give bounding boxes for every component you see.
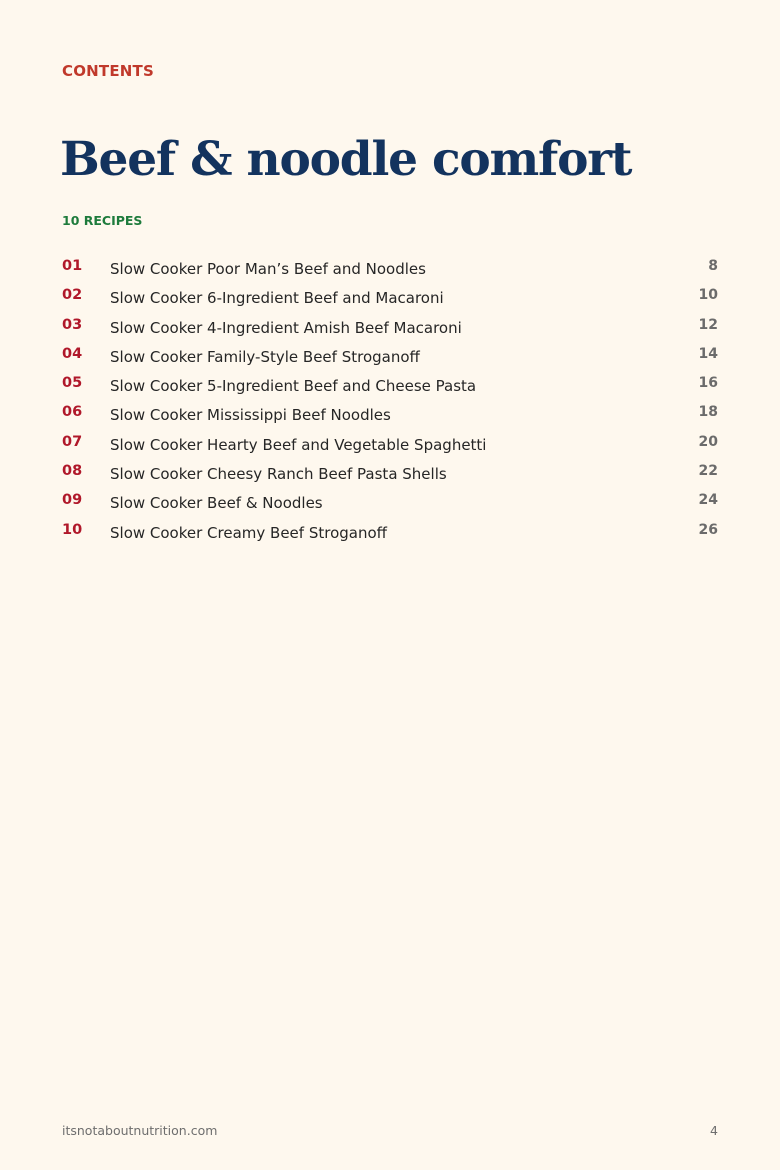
toc-entry[interactable] — [62, 256, 718, 285]
toc-entry-page: 24 — [698, 492, 718, 509]
toc-entry-title[interactable]: Slow Cooker 6-Ingredient Beef and Macaroni — [110, 289, 444, 308]
recipe-count: 10 RECIPES — [62, 213, 143, 228]
toc-entry[interactable] — [62, 373, 718, 402]
toc-entry-number: 01 — [62, 258, 83, 274]
toc-entry[interactable] — [62, 432, 718, 461]
toc-entry-number: 10 — [62, 521, 83, 538]
toc-entry-number: 04 — [62, 345, 83, 362]
toc-entry-page: 22 — [698, 463, 718, 480]
toc-entry-title[interactable]: Slow Cooker Creamy Beef Stroganoff — [110, 523, 387, 542]
toc-entry-number: 07 — [62, 433, 83, 450]
toc-entry-number: 03 — [62, 316, 83, 333]
toc-entry-title[interactable]: Slow Cooker 4-Ingredient Amish Beef Macaroni — [110, 318, 462, 337]
toc-entry-page: 10 — [698, 287, 718, 304]
toc-entry-title[interactable]: Slow Cooker Poor Man’s Beef and Noodles — [110, 260, 426, 278]
toc-entry-title[interactable]: Slow Cooker Hearty Beef and Vegetable Spaghetti — [110, 435, 487, 454]
toc-entry[interactable] — [62, 285, 718, 314]
toc-entry-page: 8 — [708, 258, 718, 274]
toc-entry[interactable] — [62, 490, 718, 519]
toc-entry-title[interactable]: Slow Cooker 5-Ingredient Beef and Cheese Pasta — [110, 377, 477, 396]
footer-website: itsnotaboutnutrition.com — [62, 1123, 218, 1138]
toc-entry-page: 20 — [698, 433, 718, 450]
toc-entry[interactable] — [62, 520, 718, 549]
toc-entry-number: 06 — [62, 404, 83, 421]
toc-entry-number: 09 — [62, 492, 83, 509]
toc-entry-page: 14 — [698, 345, 718, 362]
toc-entry-title[interactable]: Slow Cooker Beef & Noodles — [110, 494, 323, 513]
toc-entry-page: 16 — [698, 375, 718, 392]
toc-entry-title[interactable]: Slow Cooker Cheesy Ranch Beef Pasta Shells — [110, 465, 447, 484]
toc-entry-page: 18 — [698, 404, 718, 421]
toc-entry-title[interactable]: Slow Cooker Mississippi Beef Noodles — [110, 406, 391, 425]
footer-page-number: 4 — [710, 1123, 718, 1138]
table-of-contents — [62, 256, 718, 549]
toc-entry-number: 02 — [62, 287, 83, 304]
toc-entry[interactable] — [62, 461, 718, 490]
toc-entry-title[interactable]: Slow Cooker Family-Style Beef Stroganoff — [110, 347, 420, 366]
section-label: CONTENTS — [62, 62, 154, 80]
toc-entry-page: 12 — [698, 316, 718, 333]
page-title: Beef & noodle comfort — [60, 132, 632, 187]
toc-entry-page: 26 — [698, 521, 718, 538]
toc-entry[interactable] — [62, 344, 718, 373]
toc-entry-number: 08 — [62, 463, 83, 480]
toc-entry[interactable] — [62, 402, 718, 431]
toc-entry[interactable] — [62, 315, 718, 344]
toc-entry-number: 05 — [62, 375, 83, 392]
